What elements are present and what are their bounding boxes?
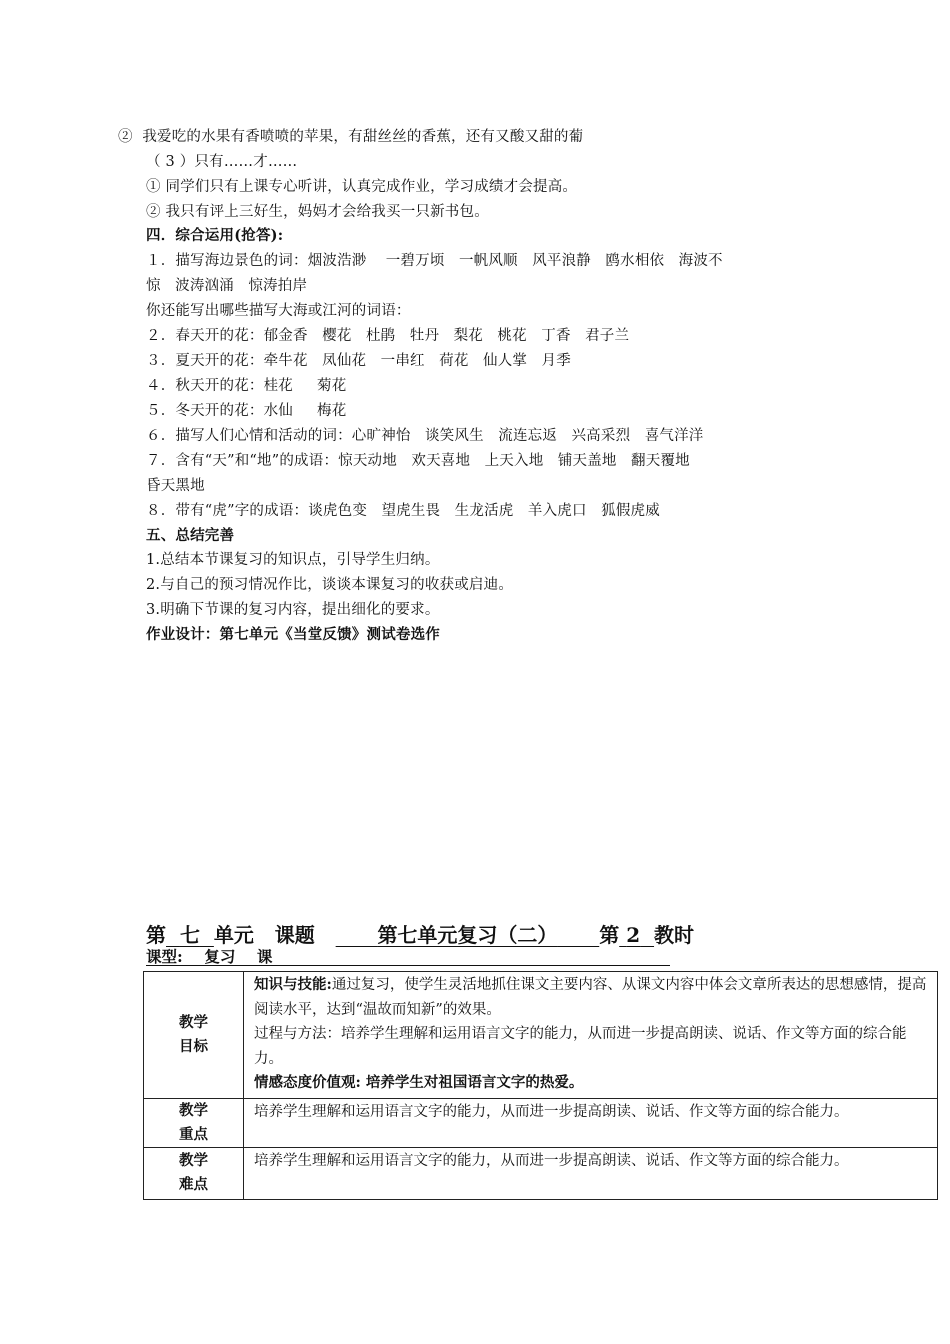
- goals-knowledge: 知识与技能:通过复习，使学生灵活地抓住课文主要内容、从课文内容中体会文章所表达的思想感情，提高阅读水平，达到“温故而知新”的效果。: [254, 976, 927, 1018]
- section4-item: ３．夏天开的花：牵牛花 凤仙花 一串红 荷花 仙人掌 月季: [146, 353, 571, 369]
- lesson-type: 课型: 复习 课: [146, 947, 273, 966]
- table-row-difficulties: [144, 1147, 938, 1199]
- fruit-sentence: ② 我爱吃的水果有香喷喷的苹果，有甜丝丝的香蕉，还有又酸又甜的葡: [118, 129, 584, 145]
- difficulties-content: 培养学生理解和运用语言文字的能力，从而进一步提高朗读、说话、作文等方面的综合能力。: [244, 1147, 938, 1199]
- section4-item: ６．描写人们心情和活动的词：心旷神怡 谈笑风生 流连忘返 兴高采烈 喜气洋洋: [146, 428, 704, 444]
- section4-item: １．描写海边景色的词：烟波浩渺 一碧万顷 一帆风顺 风平浪静 鸥水相依 海波不: [146, 253, 723, 269]
- section4-item: 你还能写出哪些描写大海或江河的词语：: [146, 303, 411, 319]
- section4-item: ４．秋天开的花：桂花 菊花: [146, 378, 347, 394]
- section5-item: 1.总结本节课复习的知识点，引导学生归纳。: [146, 552, 440, 568]
- section4-item: ５．冬天开的花：水仙 梅花: [146, 403, 347, 419]
- example-sentence-1: ① 同学们只有上课专心听讲，认真完成作业，学习成绩才会提高。: [146, 179, 578, 195]
- lesson-topic: 第七单元复习（二）: [377, 923, 558, 947]
- table-row-goals: [144, 972, 938, 1099]
- section4-item: 昏天黑地: [146, 478, 205, 494]
- unit-number: 七: [179, 923, 200, 947]
- goals-emotion: 情感态度价值观: 培养学生对祖国语言文字的热爱。: [254, 1074, 584, 1091]
- lesson-objectives-table: [143, 971, 938, 1200]
- example-sentence-2: ② 我只有评上三好生，妈妈才会给我买一只新书包。: [146, 204, 489, 220]
- section4-item: ７．含有“天”和“地”的成语：惊天动地 欢天喜地 上天入地 铺天盖地 翻天覆地: [146, 453, 690, 469]
- goals-label: 教学 目标: [144, 972, 244, 1099]
- section4-item: 惊 波涛汹涌 惊涛拍岸: [146, 278, 308, 294]
- sentence-pattern-3: （ 3 ）只有……才……: [146, 154, 298, 170]
- section4-item: ８．带有“虎”字的成语：谈虎色变 望虎生畏 生龙活虎 羊入虎口 狐假虎威: [146, 503, 660, 519]
- goals-content: [244, 972, 938, 1099]
- section4-title: 四．综合运用(抢答):: [146, 227, 284, 244]
- key-points-label: 教学 重点: [144, 1098, 244, 1147]
- homework-design: 作业设计：第七单元《当堂反馈》测试卷选作: [146, 626, 440, 643]
- goals-process: 过程与方法：培养学生理解和运用语言文字的能力，从而进一步提高朗读、说话、作文等方面的综合能力。: [254, 1026, 907, 1067]
- topic-label: 课题: [274, 923, 315, 947]
- section4-item: ２．春天开的花：郁金香 樱花 杜鹃 牡丹 梨花 桃花 丁香 君子兰: [146, 328, 630, 344]
- period-number: 2: [626, 923, 641, 947]
- section5-item: 3.明确下节课的复习内容，提出细化的要求。: [146, 602, 440, 618]
- table-row-key-points: [144, 1098, 938, 1147]
- section5-title: 五、总结完善: [146, 527, 235, 544]
- difficulties-label: 教学 难点: [144, 1147, 244, 1199]
- section5-item: 2.与自己的预习情况作比，谈谈本课复习的收获或启迪。: [146, 577, 514, 593]
- key-points-content: 培养学生理解和运用语言文字的能力，从而进一步提高朗读、说话、作文等方面的综合能力。: [244, 1098, 938, 1147]
- lesson-type-underline: [146, 965, 670, 966]
- lesson-heading: 第 七 单元 课题 第七单元复习（二） 第 2 教时: [146, 923, 695, 947]
